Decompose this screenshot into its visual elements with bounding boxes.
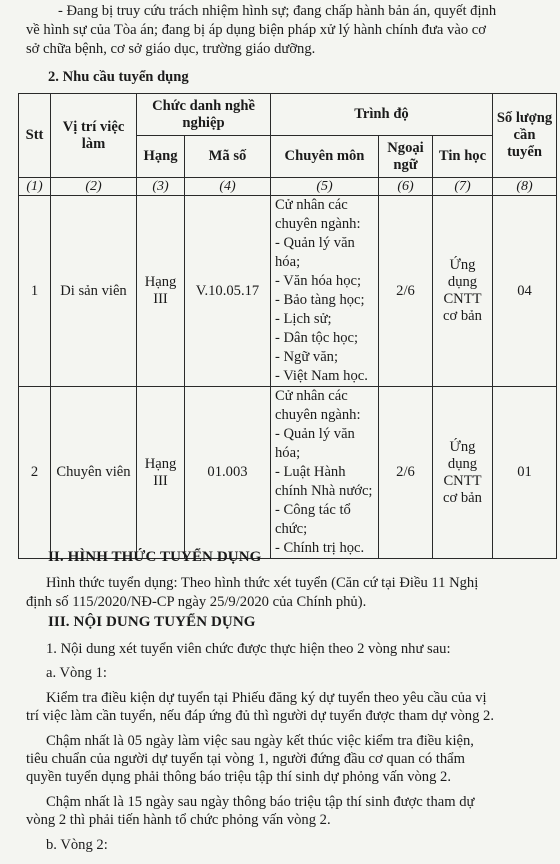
section-II-line-2: định số 115/2020/NĐ-CP ngày 25/9/2020 của Chính phủ). [26, 594, 367, 610]
header-so-luong: Số lượng cần tuyển [493, 94, 557, 178]
header-tin-hoc: Tin học [433, 136, 493, 178]
header-chuc-danh: Chức danh nghề nghiệp [137, 94, 271, 136]
section-II-title: II. HÌNH THỨC TUYỂN DỤNG [48, 549, 262, 565]
chuyen-mon-line: Cử nhân các [275, 388, 348, 404]
col-number-3: (3) [137, 178, 185, 196]
col-number-7: (7) [433, 178, 493, 196]
row-2-so-luong: 01 [493, 387, 557, 559]
chuyen-mon-line: chính Nhà nước; [275, 483, 373, 499]
chuyen-mon-line: - Văn hóa học; [275, 273, 362, 289]
section-III-p3-line-2: tiêu chuẩn của người dự tuyển tại vòng 1, người đứng đầu cơ quan có thẩm [26, 751, 465, 767]
header-trinh-do: Trình độ [271, 94, 493, 136]
chuyen-mon-line: hóa; [275, 445, 301, 461]
row-1-vi-tri: Di sản viên [51, 196, 137, 387]
header-vi-tri: Vị trí việc làm [51, 94, 137, 178]
col-number-1: (1) [19, 178, 51, 196]
row-1-chuyen-mon [271, 196, 379, 387]
header-hang: Hạng [137, 136, 185, 178]
table-row [19, 196, 557, 387]
chuyen-mon-line: - Luật Hành [275, 464, 346, 480]
row-2-ma-so: 01.003 [185, 387, 271, 559]
section-2-title: 2. Nhu cầu tuyển dụng [48, 69, 189, 85]
section-II-line-1: Hình thức tuyển dụng: Theo hình thức xét tuyển (Căn cứ tại Điều 11 Nghị [46, 575, 479, 591]
col-number-6: (6) [379, 178, 433, 196]
recruitment-table [18, 93, 557, 559]
row-1-stt: 1 [19, 196, 51, 387]
row-1-so-luong: 04 [493, 196, 557, 387]
header-stt: Stt [19, 94, 51, 178]
section-III-p2-line-2: trí việc làm cần tuyển, nếu đáp ứng đủ thì người dự tuyển được tham dự vòng 2. [26, 708, 494, 724]
chuyen-mon-line: chức; [275, 521, 308, 537]
chuyen-mon-line: chuyên ngành: [275, 216, 361, 232]
chuyen-mon-line: - Bảo tàng học; [275, 292, 365, 308]
row-1-ma-so: V.10.05.17 [185, 196, 271, 387]
section-III-title: III. NỘI DUNG TUYỂN DỤNG [48, 614, 256, 630]
section-III-p1: 1. Nội dung xét tuyển viên chức được thực hiện theo 2 vòng như sau: [46, 641, 451, 657]
intro-line-1: - Đang bị truy cứu trách nhiệm hình sự; đang chấp hành bản án, quyết định [58, 3, 497, 19]
chuyen-mon-line: - Chính trị học. [275, 540, 365, 556]
chuyen-mon-line: - Quản lý văn [275, 235, 355, 251]
chuyen-mon-line: hóa; [275, 254, 301, 270]
header-ngoai-ngu: Ngoại ngữ [379, 136, 433, 178]
chuyen-mon-line: - Lịch sử; [275, 311, 332, 327]
chuyen-mon-line: - Việt Nam học. [275, 368, 368, 384]
row-2-stt: 2 [19, 387, 51, 559]
row-2-vi-tri: Chuyên viên [51, 387, 137, 559]
row-2-ngoai-ngu: 2/6 [379, 387, 433, 559]
intro-line-2: về hình sự của Tòa án; đang bị áp dụng biện pháp xử lý hành chính đưa vào cơ [26, 22, 486, 38]
section-III-p3-line-3: quyền tuyển dụng phải thông báo triệu tập thí sinh dự phỏng vấn vòng 2. [26, 769, 451, 785]
chuyen-mon-line: - Dân tộc học; [275, 330, 359, 346]
row-1-tin-hoc: Ứng dụng CNTT cơ bản [433, 196, 493, 387]
section-III-vong-2: b. Vòng 2: [46, 837, 108, 853]
section-III-vong-1: a. Vòng 1: [46, 665, 107, 681]
chuyen-mon-line: - Quản lý văn [275, 426, 355, 442]
section-III-p4-line-2: vòng 2 thì phải tiến hành tổ chức phỏng vấn vòng 2. [26, 812, 331, 828]
header-chuyen-mon: Chuyên môn [271, 136, 379, 178]
chuyen-mon-line: - Ngữ văn; [275, 349, 339, 365]
chuyen-mon-line: - Công tác tổ [275, 502, 351, 518]
row-1-ngoai-ngu: 2/6 [379, 196, 433, 387]
header-ma-so: Mã số [185, 136, 271, 178]
section-III-p3-line-1: Chậm nhất là 05 ngày làm việc sau ngày kết thúc việc kiểm tra điều kiện, [46, 733, 474, 749]
row-1-hang: Hạng III [137, 196, 185, 387]
col-number-2: (2) [51, 178, 137, 196]
section-III-p4-line-1: Chậm nhất là 15 ngày sau ngày thông báo triệu tập thí sinh được tham dự [46, 794, 475, 810]
table-row [19, 387, 557, 559]
intro-line-3: sở chữa bệnh, cơ sở giáo dục, trường giáo dưỡng. [26, 41, 316, 57]
row-2-hang: Hạng III [137, 387, 185, 559]
row-2-tin-hoc: Ứng dụng CNTT cơ bản [433, 387, 493, 559]
col-number-4: (4) [185, 178, 271, 196]
section-III-p2-line-1: Kiểm tra điều kiện dự tuyển tại Phiếu đăng ký dự tuyển theo yêu cầu của vị [46, 690, 487, 706]
row-2-chuyen-mon [271, 387, 379, 559]
col-number-8: (8) [493, 178, 557, 196]
chuyen-mon-line: chuyên ngành: [275, 407, 361, 423]
col-number-5: (5) [271, 178, 379, 196]
chuyen-mon-line: Cử nhân các [275, 197, 348, 213]
